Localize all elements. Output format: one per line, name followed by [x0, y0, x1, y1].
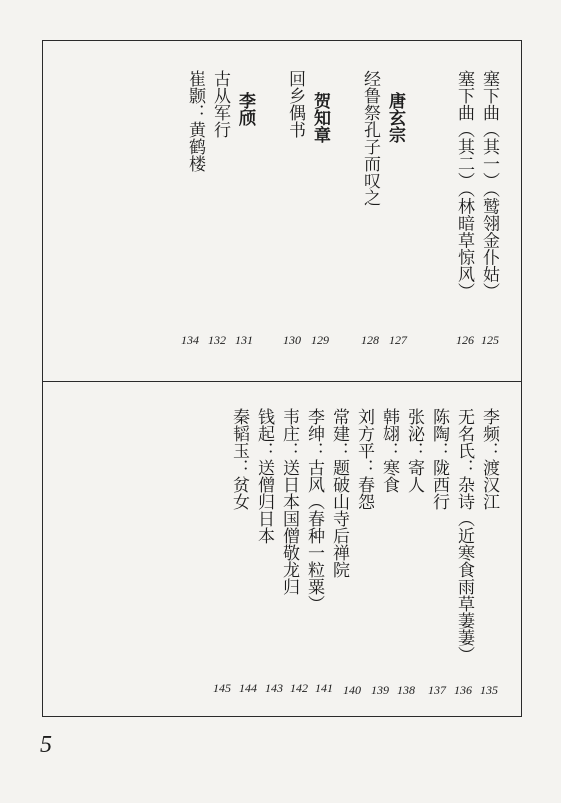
section-divider-rule: [42, 381, 522, 382]
toc-entry: 经鲁祭孔子而叹之: [360, 70, 380, 206]
page-number: 129: [311, 333, 329, 347]
left-border-rule: [42, 40, 43, 716]
page-number: 142: [290, 681, 308, 695]
toc-entry: 刘方平：春怨: [354, 408, 374, 510]
toc-entry: 李绅：古风（春种一粒粟）: [304, 408, 324, 612]
toc-entry: 回乡偶书: [285, 70, 305, 138]
toc-entry: 崔颢：黄鹤楼: [185, 70, 205, 172]
page-number: 144: [239, 681, 257, 695]
page-number: 127: [389, 333, 407, 347]
toc-entry: 张泌：寄人: [404, 408, 424, 493]
page-number: 138: [397, 683, 415, 697]
page-number: 145: [213, 681, 231, 695]
toc-entry: 秦韬玉：贫女: [229, 408, 249, 510]
page-number: 128: [361, 333, 379, 347]
page-number: 130: [283, 333, 301, 347]
author-heading: 唐玄宗: [385, 92, 405, 143]
page-number: 132: [208, 333, 226, 347]
toc-entry: 韩翃：寒食: [379, 408, 399, 493]
bottom-border-rule: [42, 716, 522, 717]
page-number: 139: [371, 683, 389, 697]
toc-entry: 钱起：送僧归日本: [254, 408, 274, 544]
page-number: 134: [181, 333, 199, 347]
page-number: 125: [481, 333, 499, 347]
author-heading: 贺知章: [310, 92, 330, 143]
page-number: 131: [235, 333, 253, 347]
toc-entry: 塞下曲（其一）（鹫翎金仆姑）: [479, 70, 499, 300]
author-heading: 李颀: [235, 92, 255, 126]
page-number: 141: [315, 681, 333, 695]
toc-entry: 无名氏：杂诗（近寒食雨草萋萋）: [454, 408, 474, 663]
right-border-rule: [521, 40, 522, 716]
page-number: 136: [454, 683, 472, 697]
page-number: 135: [480, 683, 498, 697]
toc-entry: 古从军行: [210, 70, 230, 138]
page-number: 140: [343, 683, 361, 697]
page-number: 137: [428, 683, 446, 697]
page-number: 126: [456, 333, 474, 347]
page-folio-number: 5: [40, 732, 52, 758]
toc-entry: 常建：题破山寺后禅院: [329, 408, 349, 578]
toc-entry: 塞下曲（其二）（林暗草惊风）: [454, 70, 474, 300]
top-border-rule: [42, 40, 522, 41]
page-number: 143: [265, 681, 283, 695]
toc-entry: 李频：渡汉江: [479, 408, 499, 510]
toc-entry: 韦庄：送日本国僧敬龙归: [279, 408, 299, 595]
toc-entry: 陈陶：陇西行: [429, 408, 449, 510]
